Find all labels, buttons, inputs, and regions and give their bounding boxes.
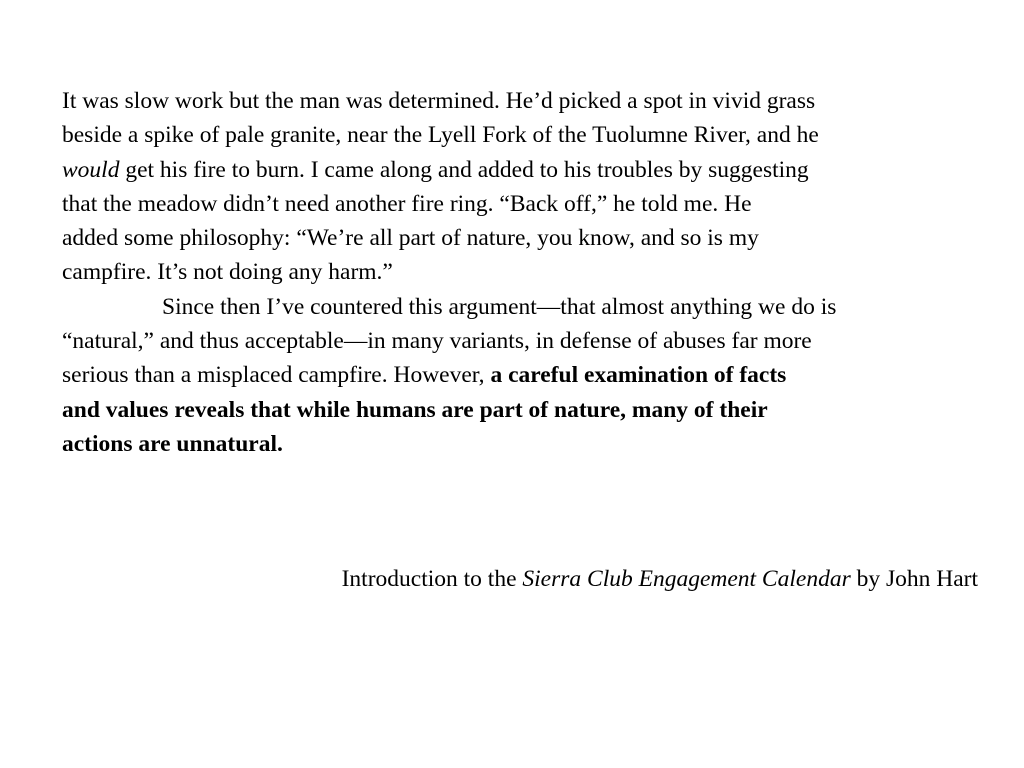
emphasis-would: would [62,156,120,183]
passage [62,84,992,461]
passage-line-2: beside a spike of pale granite, near the Lyell Fork of the Tuolumne River, and he [62,122,819,149]
caption-prefix: Introduction to the [341,566,523,592]
thesis-bold-3: actions are unnatural. [62,430,283,457]
passage-line-3-rest: get his fire to burn. I came along and added to his troubles by suggesting [119,156,809,183]
passage-line-8: “natural,” and thus acceptable—in many variants, in defense of abuses far more [62,328,812,355]
passage-line-3 [62,153,992,187]
caption-book-title: Sierra Club Engagement Calendar [522,566,851,592]
thesis-bold-1: a careful examination of facts [490,362,787,389]
thesis-bold-2: and values reveals that while humans are part of nature, many of their [62,396,768,423]
passage-line-6: campfire. It’s not doing any harm.” [62,259,393,286]
passage-line-7-text: Since then I’ve countered this argument—that almost anything we do is [162,293,837,320]
passage-line-7 [62,290,992,324]
passage-line-1: It was slow work but the man was determined. He’d picked a spot in vivid grass [62,88,816,114]
passage-line-9-plain: serious than a misplaced campfire. However, [62,362,491,389]
passage-line-5: added some philosophy: “We’re all part of nature, you know, and so is my [62,225,759,252]
passage-line-9 [62,358,992,392]
passage-line-4: that the meadow didn’t need another fire ring. “Back off,” he told me. He [62,190,752,217]
attribution-caption [342,562,978,596]
caption-suffix: by John Hart [850,566,978,592]
